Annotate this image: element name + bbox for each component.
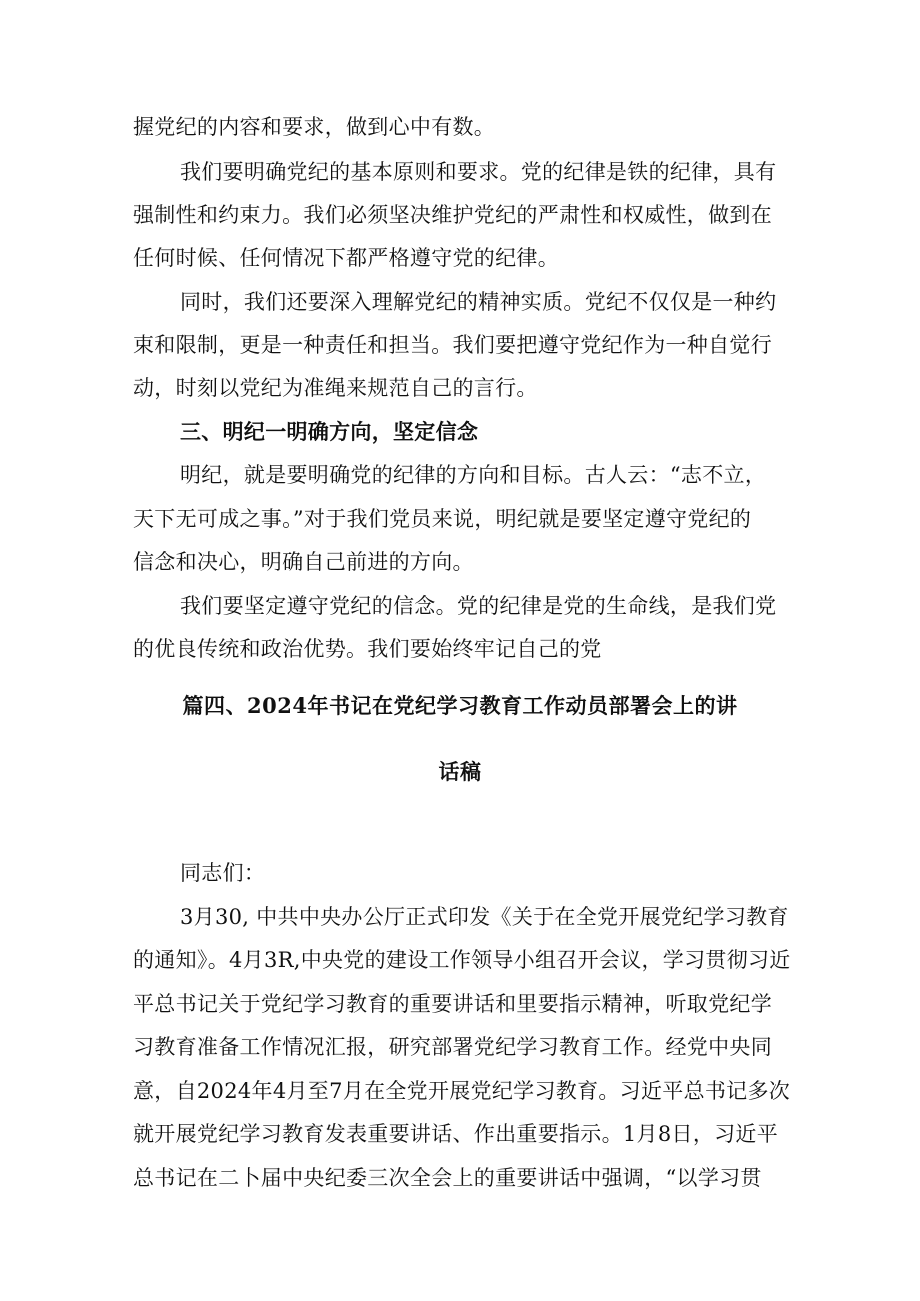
paragraph-line: 动，时刻以党纪为准绳来规范自己的言行。	[133, 376, 538, 400]
paragraph-line: 握党纪的内容和要求，做到心中有数。	[133, 115, 496, 139]
paragraph-line: 习教育准备工作情况汇报，研究部署党纪学习教育工作。经党中央同	[133, 1035, 772, 1059]
paragraph-line: 天下无可成之事。”对于我们党员来说，明纪就是要坚定遵守党纪的	[133, 507, 752, 531]
article-title-line-2: 话稿	[438, 759, 482, 784]
paragraph-line: 总书记在二卜届中央纪委三次全会上的重要讲话中强调，“以学习贯	[133, 1166, 762, 1190]
paragraph-line: 束和限制，更是一种责任和担当。我们要把遵守党纪作为一种自觉行	[133, 333, 772, 357]
paragraph-line: 强制性和约束力。我们必须坚决维护党纪的严肃性和权威性，做到在	[133, 203, 772, 227]
paragraph-line: 我们要明确党纪的基本原则和要求。党的纪律是铁的纪律，具有	[180, 160, 777, 184]
paragraph-line: 意，自2024年4月至7月在全党开展党纪学习教育。习近平总书记多次	[133, 1079, 791, 1103]
paragraph-line: 任何时候、任何情况下都严格遵守党的纪律。	[133, 246, 559, 270]
article-title-line-1: 篇四、2024年书记在党纪学习教育工作动员部署会上的讲	[182, 693, 738, 718]
paragraph-line: 的优良传统和政治优势。我们要始终牢记自己的党	[133, 637, 602, 661]
paragraph-line: 同时，我们还要深入理解党纪的精神实质。党纪不仅仅是一种约	[180, 290, 777, 314]
paragraph-line: 信念和决心，明确自己前进的方向。	[133, 550, 474, 574]
paragraph-line: 明纪，就是要明确党的纪律的方向和目标。古人云：“志不立，	[180, 463, 767, 487]
salutation: 同志们：	[180, 861, 266, 885]
paragraph-line: 3月30, 中共中央办公厅正式印发《关于在全党开展党纪学习教育	[180, 905, 789, 929]
paragraph-line: 的通知》。4月3R,中央党的建设工作领导小组召开会议，学习贯彻习近	[133, 948, 791, 972]
paragraph-line: 就开展党纪学习教育发表重要讲话、作出重要指示。1月8日，习近平	[133, 1122, 779, 1146]
section-heading: 三、明纪一明确方向，坚定信念	[180, 419, 479, 444]
paragraph-line: 我们要坚定遵守党纪的信念。党的纪律是党的生命线，是我们党	[180, 594, 777, 618]
paragraph-line: 平总书记关于党纪学习教育的重要讲话和里要指示精神，听取党纪学	[133, 992, 772, 1016]
